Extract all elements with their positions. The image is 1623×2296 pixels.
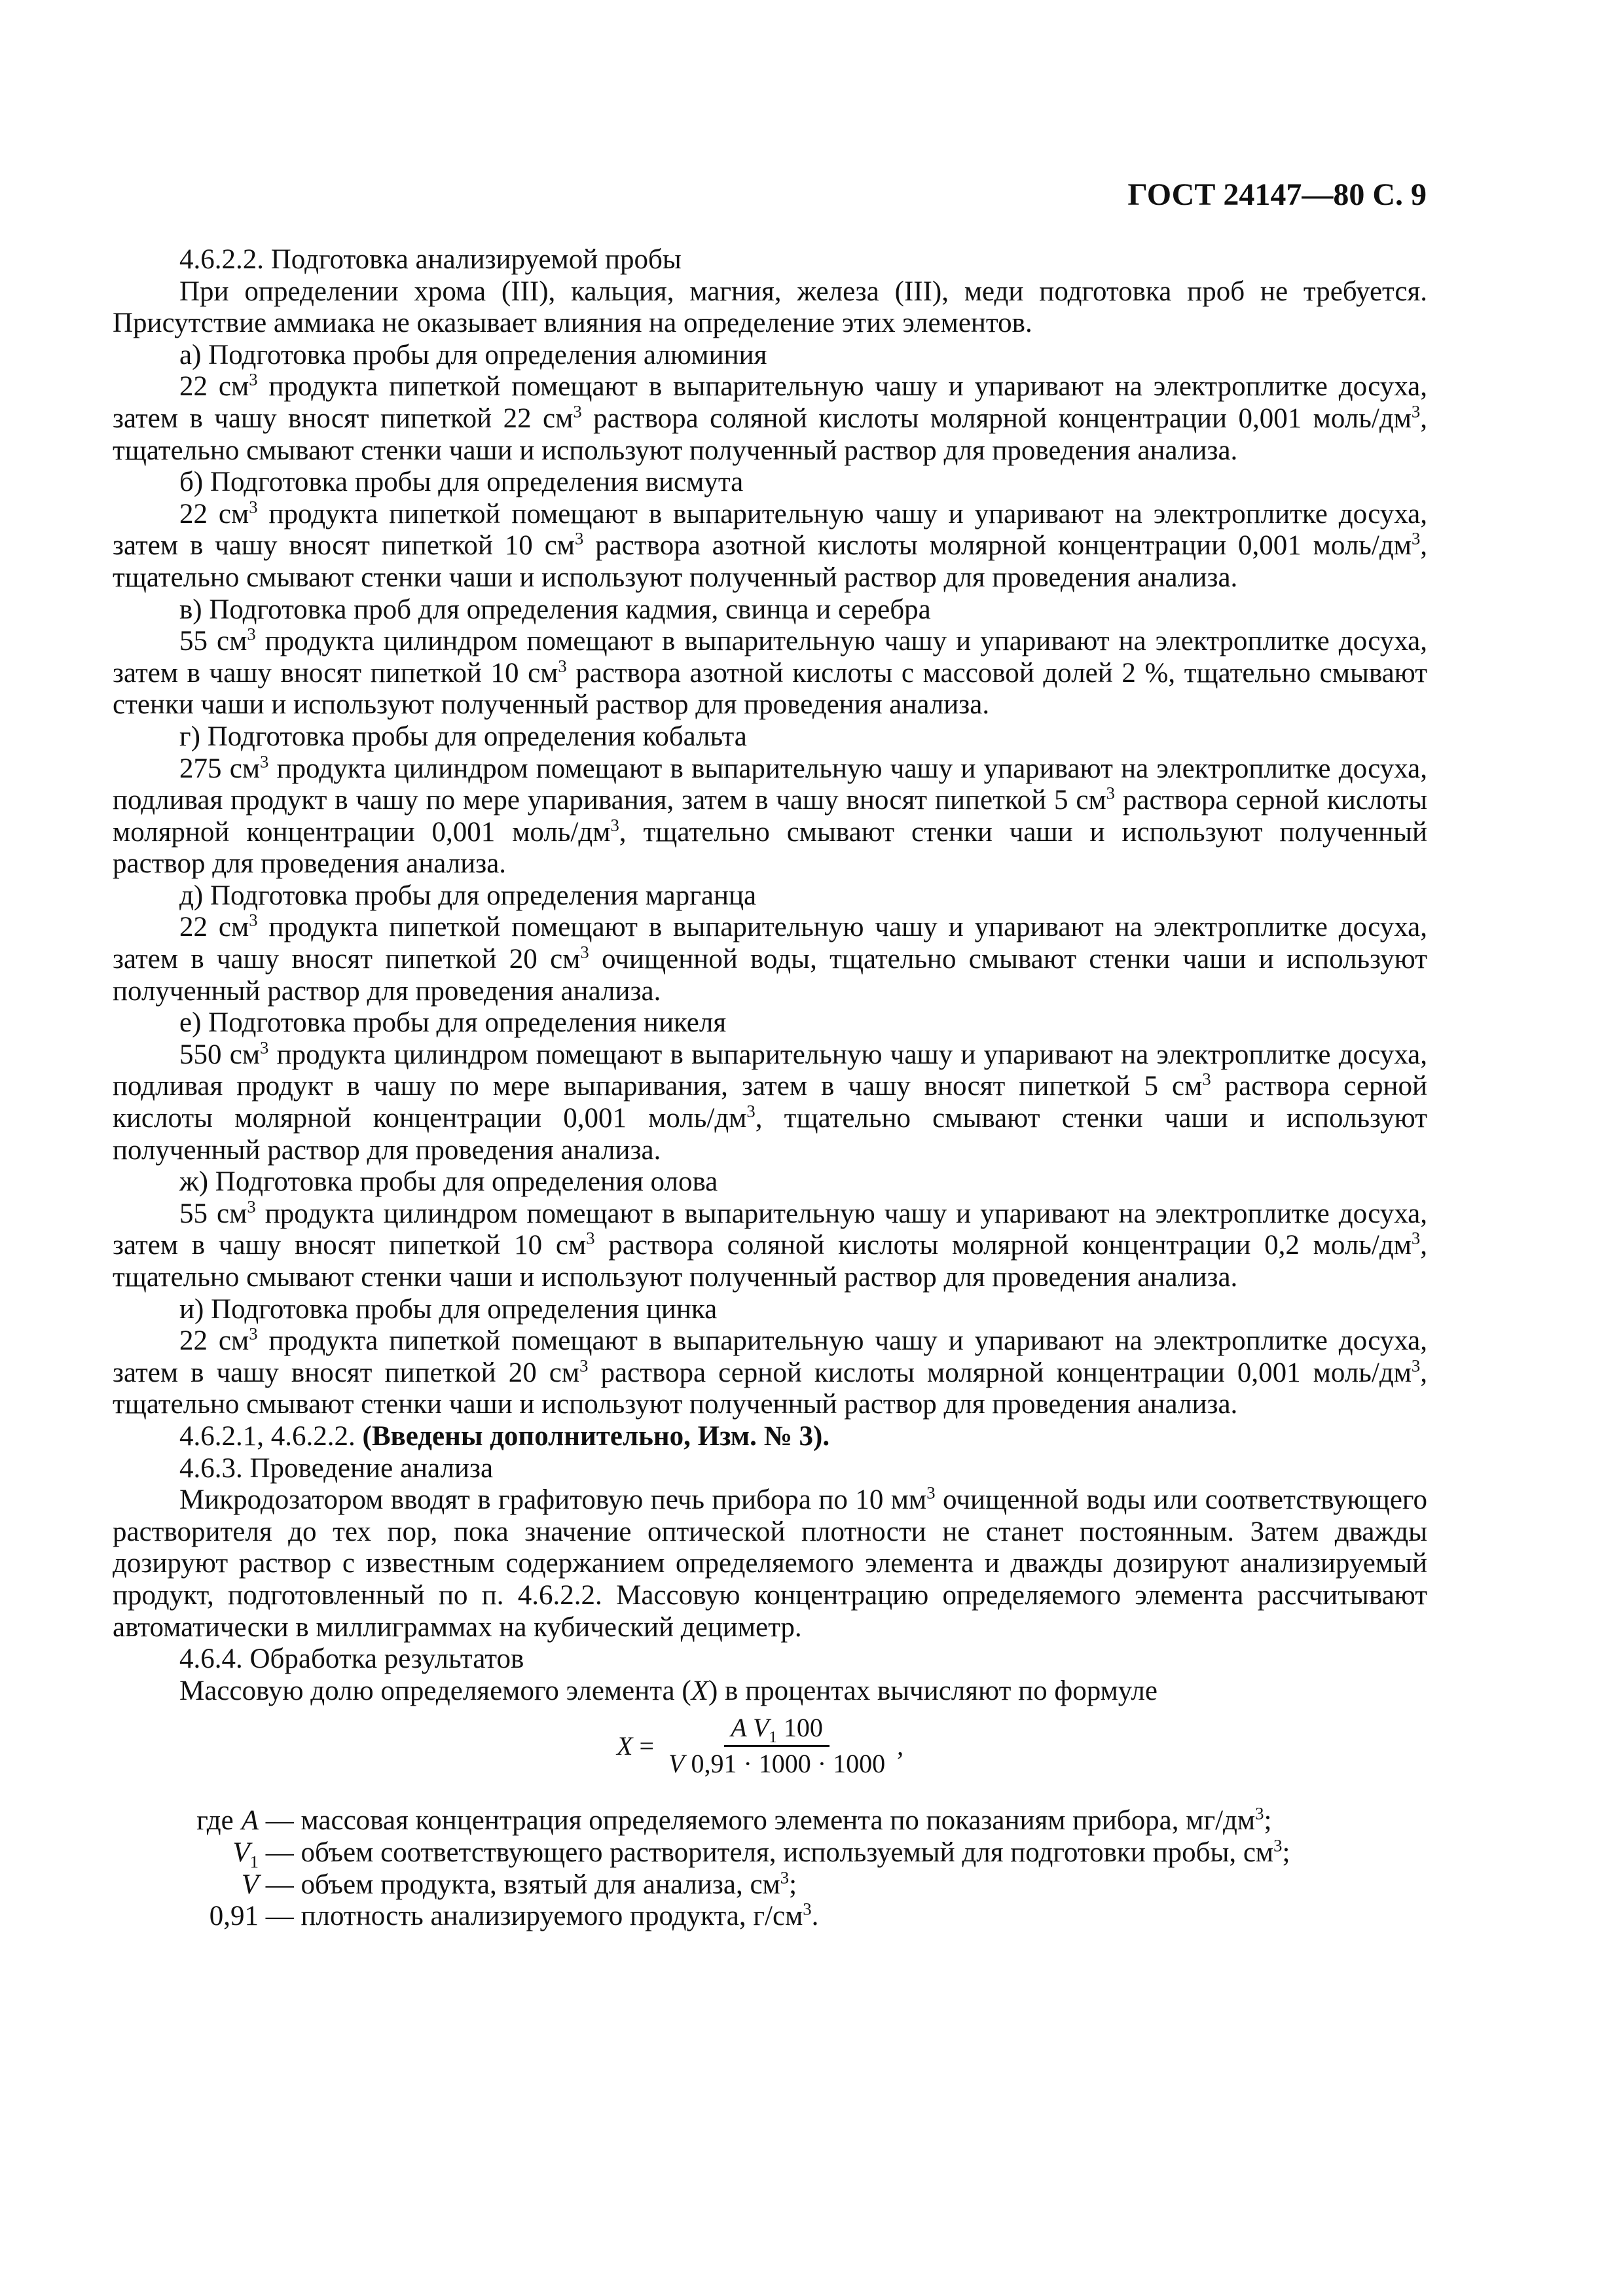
- legend-row: [113, 1805, 1427, 1837]
- legend-symbol: $V_1$: [232, 1837, 259, 1872]
- legend-definition: — массовая концентрация определяемого элемента по показаниям прибора, $мг/дм^3$;: [265, 1803, 1272, 1837]
- legend-definition: — плотность анализируемого продукта, $г/см^3$.: [265, 1899, 819, 1932]
- paragraph: 275 $см^3$ продукта цилиндром помещают в выпарительную чашу и упаривают на электроплитке досуха, подливая продукт в чашу по мере упаривания, затем в чашу вносят пипеткой 5 $см^3$ раствора серной кислоты молярной концентрации 0,001 моль/$дм^3$, тщательно смывают стенки чаши и используют полученный раствор для проведения анализа.: [113, 751, 1428, 880]
- paragraph: Массовую долю определяемого элемента (X) в процентах вычисляют по формуле: [179, 1675, 1158, 1706]
- paragraph: 550 $см^3$ продукта цилиндром помещают в выпарительную чашу и упаривают на электроплитке досуха, подливая продукт в чашу по мере выпаривания, затем в чашу вносят пипеткой 5 $см^3$ раствора серной кислоты молярной концентрации 0,001 моль/$дм^3$, тщательно смывают стенки чаши и используют полученный раствор для проведения анализа.: [113, 1037, 1427, 1166]
- legend-symbol: 0,91: [209, 1901, 259, 1932]
- paragraph: 22 $см^3$ продукта пипеткой помещают в выпарительную чашу и упаривают на электроплитке досуха, затем в чашу вносят пипеткой 20 $см^3$ раствора серной кислоты молярной концентрации 0,001 моль/$дм^3$, тщательно смывают стенки чаши и используют полученный раствор для проведения анализа.: [113, 1323, 1428, 1420]
- formula-lhs: X =: [617, 1731, 654, 1761]
- legend-symbol-cell: [113, 1837, 259, 1872]
- paragraph: 22 $см^3$ продукта пипеткой помещают в выпарительную чашу и упаривают на электроплитке досуха, затем в чашу вносят пипеткой 22 $см^3$ раствора соляной кислоты молярной концентрации 0,001 моль/$дм^3$, тщательно смывают стенки чаши и используют полученный раствор для проведения анализа.: [113, 370, 1428, 466]
- formula-fraction: [662, 1713, 892, 1778]
- formula-tail: ,: [897, 1731, 904, 1761]
- legend-row: [113, 1901, 1427, 1933]
- legend-prefix: где: [196, 1805, 234, 1837]
- legend-symbol: A: [241, 1805, 259, 1837]
- paragraph: е) Подготовка пробы для определения никеля: [179, 1007, 727, 1039]
- legend-definition: — объем продукта, взятый для анализа, $см^3$;: [265, 1867, 797, 1900]
- formula-denominator: V 0,91 · 1000 · 1000: [668, 1749, 886, 1779]
- document-body: [113, 244, 1427, 1933]
- paragraph: 22 $см^3$ продукта пипеткой помещают в выпарительную чашу и упаривают на электроплитке досуха, затем в чашу вносят пипеткой 20 $см^3$ очищенной воды, тщательно смывают стенки чаши и используют полученный раствор для проведения анализа.: [113, 910, 1428, 1007]
- paragraph: а) Подготовка пробы для определения алюминия: [179, 339, 767, 370]
- legend-definition: — объем соответствующего растворителя, используемый для подготовки пробы, $см^3$;: [265, 1835, 1290, 1868]
- formula: [617, 1713, 903, 1778]
- formula-block: [113, 1712, 1427, 1783]
- legend-symbol-cell: [113, 1805, 259, 1837]
- legend-symbol-cell: [113, 1901, 259, 1933]
- legend-symbol-cell: [113, 1869, 259, 1901]
- formula-legend: [113, 1805, 1427, 1932]
- paragraph: 55 $см^3$ продукта цилиндром помещают в выпарительную чашу и упаривают на электроплитке досуха, затем в чашу вносят пипеткой 10 $см^3$ раствора азотной кислоты с массовой долей 2 %, тщательно смывают стенки чаши и используют полученный раствор для проведения анализа.: [113, 624, 1428, 721]
- paragraph: 55 $см^3$ продукта цилиндром помещают в выпарительную чашу и упаривают на электроплитке досуха, затем в чашу вносят пипеткой 10 $см^3$ раствора соляной кислоты молярной концентрации 0,2 моль/$дм^3$, тщательно смывают стенки чаши и используют полученный раствор для проведения анализа.: [113, 1196, 1427, 1293]
- paragraph: б) Подготовка пробы для определения висмута: [179, 467, 744, 498]
- paragraph: в) Подготовка проб для определения кадмия, свинца и серебра: [179, 594, 931, 625]
- paragraph: При определении хрома (III), кальция, магния, железа (III), меди подготовка проб не требуется. Присутствие аммиака не оказывает влияния на определение этих элементов.: [113, 276, 1427, 339]
- paragraph: и) Подготовка пробы для определения цинка: [179, 1293, 718, 1325]
- paragraph: 22 $см^3$ продукта пипеткой помещают в выпарительную чашу и упаривают на электроплитке досуха, затем в чашу вносят пипеткой 10 $см^3$ раствора азотной кислоты молярной концентрации 0,001 моль/$дм^3$, тщательно смывают стенки чаши и используют полученный раствор для проведения анализа.: [113, 497, 1428, 593]
- paragraph-list: [113, 244, 1427, 1707]
- paragraph: д) Подготовка пробы для определения марганца: [179, 880, 757, 911]
- legend-row: [113, 1835, 1427, 1872]
- legend-row: [113, 1869, 1427, 1901]
- paragraph: ж) Подготовка пробы для определения олова: [179, 1166, 718, 1198]
- paragraph: 4.6.3. Проведение анализа: [179, 1452, 494, 1484]
- page-header: ГОСТ 24147—80 С. 9: [1127, 177, 1427, 212]
- legend-symbol: V: [241, 1869, 259, 1900]
- paragraph: 4.6.2.2. Подготовка анализируемой пробы: [179, 244, 682, 275]
- formula-numerator: A $V_1$ 100: [724, 1713, 830, 1747]
- paragraph: Микродозатором вводят в графитовую печь прибора по 10 $мм^3$ очищенной воды или соответствующего растворителя до тех пор, пока значение оптической плотности не станет постоянным. Затем дважды дозируют раствор с известным содержанием определяемого элемента и дважды дозируют анализируемый продукт, подготовленный по п. 4.6.2.2. Массовую концентрацию определяемого элемента рассчитывают автоматически в миллиграммах на кубический дециметр.: [113, 1482, 1427, 1643]
- paragraph: г) Подготовка пробы для определения кобальта: [179, 721, 747, 752]
- paragraph: 4.6.4. Обработка результатов: [179, 1643, 524, 1675]
- paragraph: 4.6.2.1, 4.6.2.2. (Введены дополнительно, Изм. № 3).: [179, 1420, 830, 1452]
